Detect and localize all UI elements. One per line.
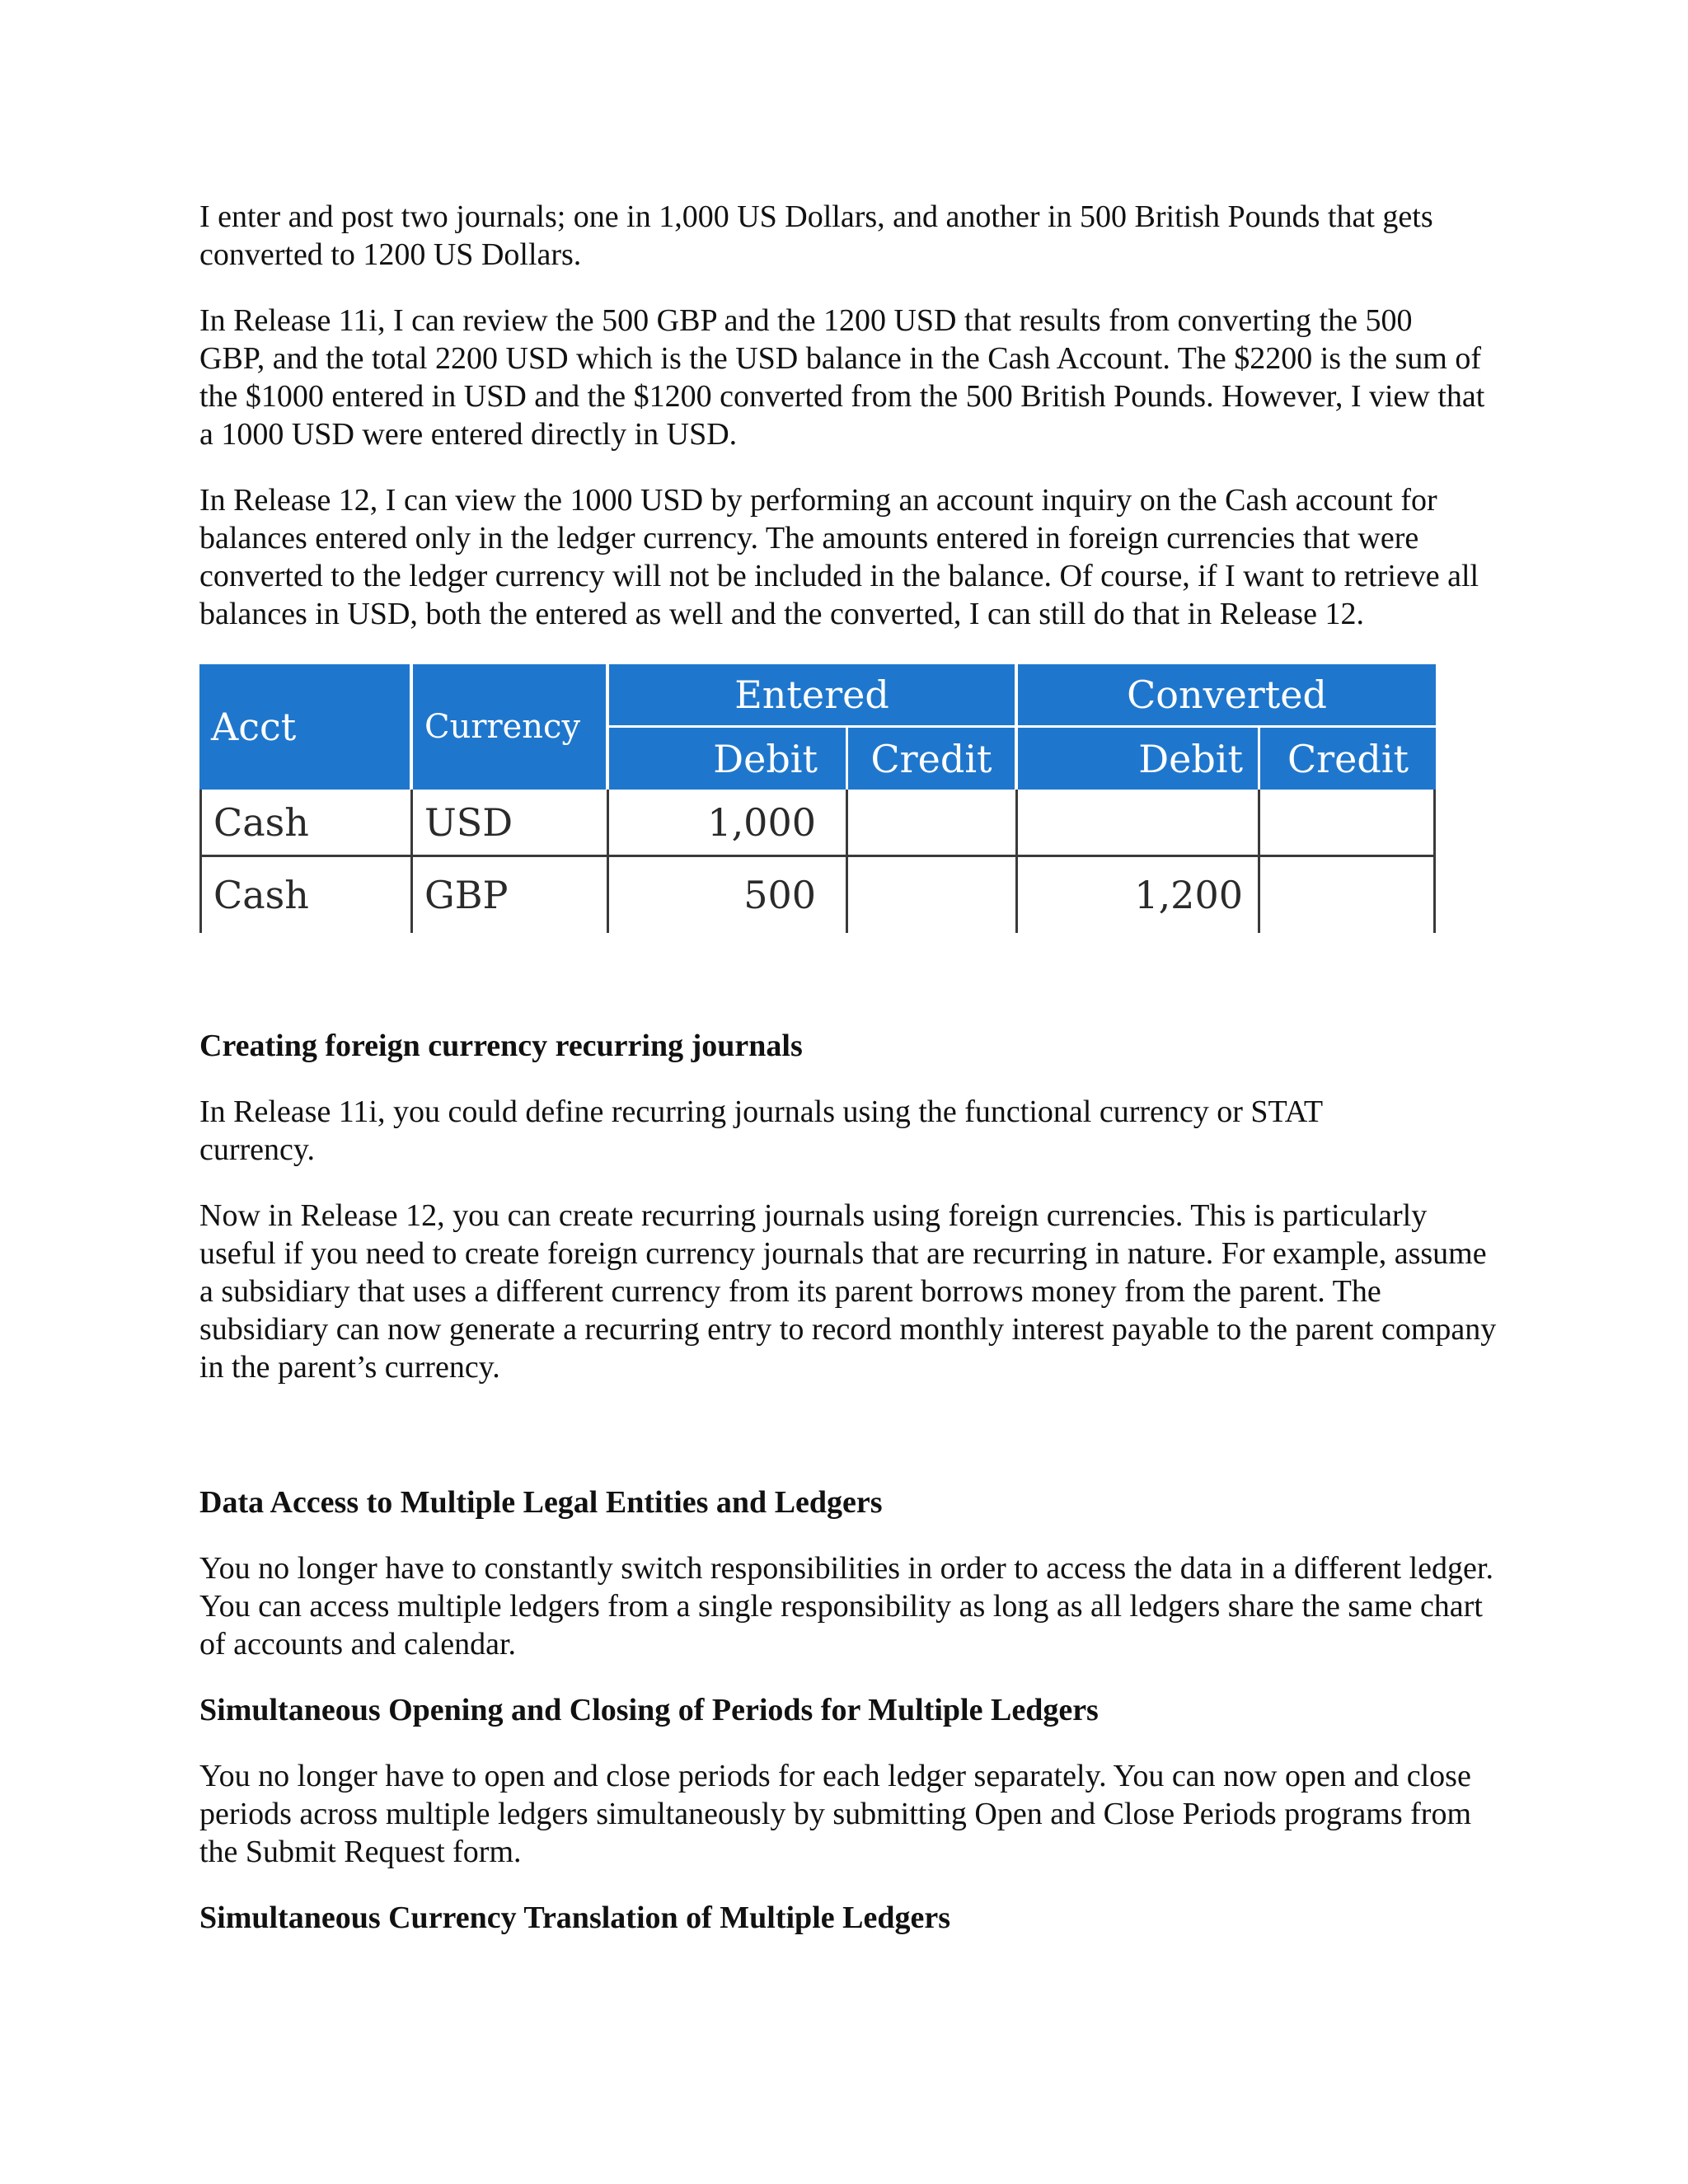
column-group-entered: Entered xyxy=(734,673,889,717)
table-cell-converted-debit: 1,200 xyxy=(1134,873,1243,917)
section-heading-currency-translation: Simultaneous Currency Translation of Multiple Ledgers xyxy=(199,1900,950,1935)
table-cell-acct: Cash xyxy=(213,873,309,917)
document-page xyxy=(199,198,1502,1937)
recurring-paragraph-1: In Release 11i, you could define recurring journals using the functional currency or STAT currency. xyxy=(199,1094,1323,1167)
column-header-currency: Currency xyxy=(424,708,581,746)
table-cell-currency: USD xyxy=(424,799,513,845)
intro-paragraph-3: In Release 12, I can view the 1000 USD by performing an account inquiry on the Cash account for balances entered only in the ledger currency. The amounts entered in foreign currencies that were converted to the ledger currency will not be included in the balance. Of course, if I want to retrieve all balances in USD, both the entered as well and the converted, I can still do that in Release 12. xyxy=(199,483,1479,631)
column-header-acct: Acct xyxy=(211,705,297,749)
table-cell-entered-debit: 500 xyxy=(743,873,816,917)
column-header-converted-debit: Debit xyxy=(1138,736,1243,781)
periods-paragraph: You no longer have to open and close periods for each ledger separately. You can now open and close periods across multiple ledgers simultaneously by submitting Open and Close Periods programs from the Submit Request form. xyxy=(199,1759,1472,1869)
column-header-entered-credit: Credit xyxy=(870,736,992,781)
intro-paragraph-2: In Release 11i, I can review the 500 GBP and the 1200 USD that results from converting the 500 GBP, and the total 2200 USD which is the USD balance in the Cash Account. The $2200 is the sum of the $1000 entered in USD and the $1200 converted from the 500 British Pounds. However, I view that a 1000 USD were entered directly in USD. xyxy=(199,303,1485,452)
data-access-paragraph: You no longer have to constantly switch responsibilities in order to access the data in a different ledger. You can access multiple ledgers from a single responsibility as long as all ledgers share the same chart of accounts and calendar. xyxy=(199,1551,1493,1661)
balances-table-figure xyxy=(199,664,1436,933)
recurring-paragraph-2: Now in Release 12, you can create recurring journals using foreign currencies. This is particularly useful if you need to create foreign currency journals that are recurring in nature. For example, assume a subsidiary that uses a different currency from its parent borrows money from the parent. The subsidiary can now generate a recurring entry to record monthly interest payable to the parent company in the parent’s currency. xyxy=(199,1198,1497,1385)
section-heading-periods: Simultaneous Opening and Closing of Periods for Multiple Ledgers xyxy=(199,1693,1099,1727)
section-heading-recurring-journals: Creating foreign currency recurring journals xyxy=(199,1029,803,1063)
table-cell-converted-debit xyxy=(1018,790,1258,855)
intro-paragraph-1: I enter and post two journals; one in 1,000 US Dollars, and another in 500 British Pounds that gets converted to 1200 US Dollars. xyxy=(199,199,1433,272)
table-cell-acct: Cash xyxy=(213,799,309,845)
grid-line xyxy=(1433,790,1436,933)
table-cell-currency: GBP xyxy=(424,873,509,917)
column-header-converted-credit: Credit xyxy=(1287,736,1409,781)
section-heading-data-access: Data Access to Multiple Legal Entities and Ledgers xyxy=(199,1485,883,1520)
table-cell-entered-credit xyxy=(848,790,1015,855)
table-cell-entered-debit: 1,000 xyxy=(707,799,816,845)
column-header-entered-debit: Debit xyxy=(713,736,818,781)
column-group-converted: Converted xyxy=(1127,673,1327,717)
table-cell-entered-credit xyxy=(848,857,1015,933)
table-cell-converted-credit xyxy=(1260,790,1433,855)
table-cell-converted-credit xyxy=(1260,857,1433,933)
